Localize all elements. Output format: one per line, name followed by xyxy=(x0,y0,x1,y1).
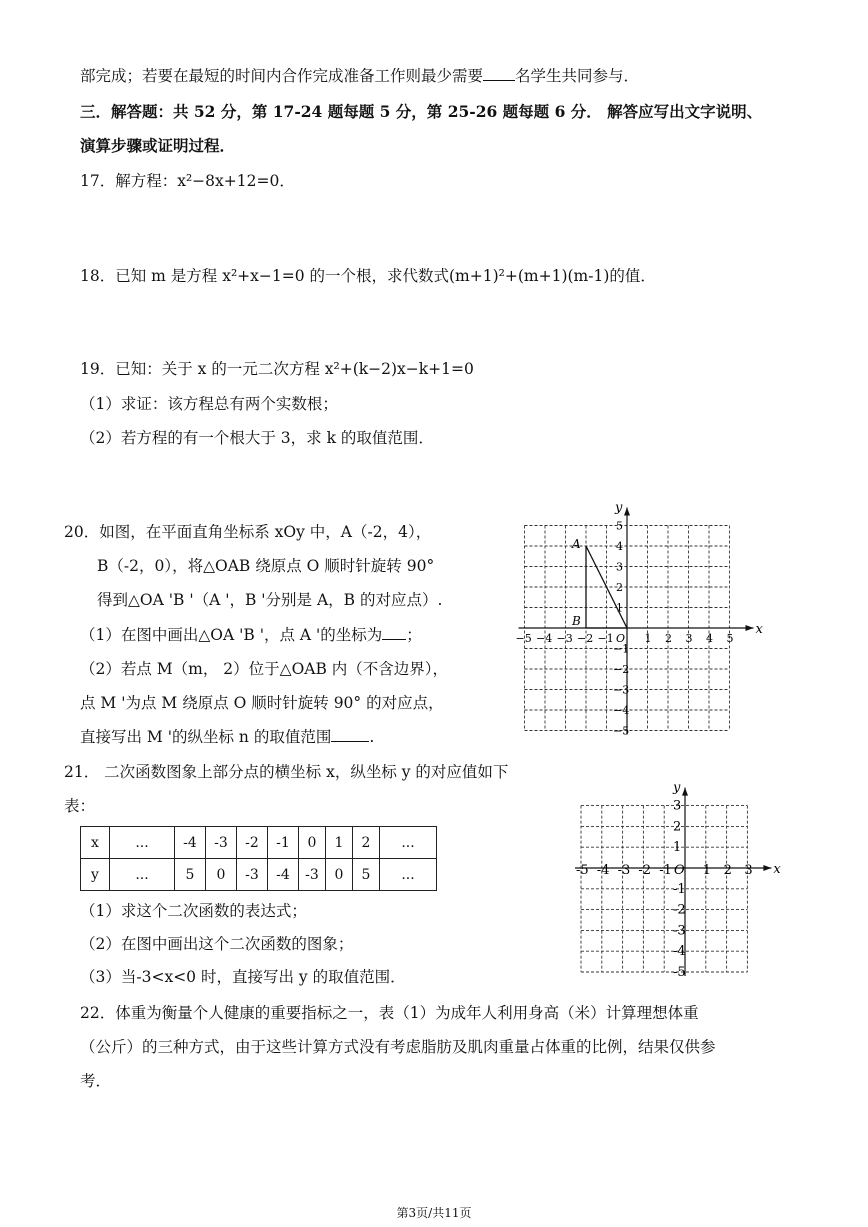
x-axis-label: x xyxy=(773,862,781,877)
text: 直接写出 M '的纵坐标 n 的取值范围 xyxy=(80,728,332,746)
answer-blank[interactable] xyxy=(483,66,515,81)
question-19-part2: （2）若方程的有一个根大于 3，求 k 的取值范围． xyxy=(80,429,434,447)
y-tick-label: 3 xyxy=(616,560,623,574)
table-cell: -4 xyxy=(268,859,299,891)
y-tick-label: 3 xyxy=(673,798,682,814)
table-cell: y xyxy=(81,859,110,891)
y-tick-label: -1 xyxy=(673,881,686,897)
question-18: 18．已知 m 是方程 x²+x−1=0 的一个根，求代数式(m+1)²+(m+1)(m-1)的值． xyxy=(80,267,656,285)
point-A-label: A xyxy=(572,537,581,551)
question-20-c: 得到△OA 'B '（A '，B '分别是 A，B 的对应点）. xyxy=(97,591,443,609)
table-cell: 0 xyxy=(326,859,353,891)
question-20-part2-c xyxy=(80,727,374,747)
text: . xyxy=(369,728,375,746)
question-20-part2-b: 点 M '为点 M 绕原点 O 顺时针旋转 90° 的对应点， xyxy=(80,694,444,712)
x-tick-label: 5 xyxy=(726,632,734,645)
question-21-b: 表： xyxy=(64,797,96,815)
table-row xyxy=(81,827,437,859)
table-cell: ... xyxy=(110,827,175,859)
table-cell: -4 xyxy=(175,827,206,859)
question-19-part1: （1）求证：该方程总有两个实数根； xyxy=(80,395,338,413)
question-21-a: 21． 二次函数图象上部分点的横坐标 x，纵坐标 y 的对应值如下 xyxy=(64,763,509,781)
x-tick-label: -4 xyxy=(596,863,610,878)
question-20-part2-a: （2）若点 M（m， 2）位于△OAB 内（不含边界）， xyxy=(80,660,449,678)
x-tick-label: -1 xyxy=(659,863,672,878)
y-tick-label: −5 xyxy=(613,724,630,738)
table-row xyxy=(81,859,437,891)
question-20-b: B（-2，0），将△OAB 绕原点 O 顺时针旋转 90° xyxy=(97,557,435,575)
y-tick-label: 1 xyxy=(616,601,623,615)
x-axis-arrow xyxy=(746,625,754,631)
question-22-b: （公斤）的三种方式，由于这些计算方式没有考虑脂肪及肌肉重量占体重的比例，结果仅供参 xyxy=(80,1038,716,1056)
q16-tail xyxy=(80,66,639,86)
x-tick-label: -2 xyxy=(638,863,652,878)
x-axis-label: x xyxy=(755,622,763,637)
origin-label: O xyxy=(616,632,626,645)
x-tick-label: −2 xyxy=(577,632,594,645)
y-tick-label: 1 xyxy=(673,840,682,856)
table-cell: x xyxy=(81,827,110,859)
x-tick-label: 3 xyxy=(685,632,693,645)
x-axis-arrow xyxy=(763,865,771,871)
table-cell: ... xyxy=(380,859,437,891)
table-cell: -2 xyxy=(237,827,268,859)
table-cell: 1 xyxy=(326,827,353,859)
question-21-part1: （1）求这个二次函数的表达式； xyxy=(80,902,307,920)
question-20-part1 xyxy=(80,625,422,645)
y-tick-label: -2 xyxy=(673,902,686,918)
y-tick-label: 2 xyxy=(673,819,682,835)
table-cell: ... xyxy=(380,827,437,859)
question-21-part3: （3）当-3<x<0 时，直接写出 y 的取值范围． xyxy=(80,968,406,986)
table-cell: -3 xyxy=(299,859,326,891)
y-tick-label: -3 xyxy=(673,923,686,939)
x-tick-label: −5 xyxy=(515,632,532,645)
x-tick-label: -3 xyxy=(617,863,631,878)
y-tick-label: −3 xyxy=(613,683,630,697)
x-tick-label: 4 xyxy=(706,632,713,645)
y-tick-label: −1 xyxy=(613,642,630,656)
y-tick-label: 2 xyxy=(616,581,623,594)
x-tick-label: 2 xyxy=(665,632,672,645)
text: ； xyxy=(406,626,422,644)
question-22-c: 考． xyxy=(80,1072,112,1090)
text: 部完成；若要在最短的时间内合作完成准备工作则最少需要 xyxy=(80,67,484,85)
x-tick-label: -5 xyxy=(576,863,589,878)
question-21-part2: （2）在图中画出这个二次函数的图象； xyxy=(80,935,354,953)
question-22-a: 22．体重为衡量个人健康的重要指标之一，表（1）为成年人利用身高（米）计算理想体重 xyxy=(80,1004,699,1022)
page-footer: 第3页/共11页 xyxy=(396,1206,472,1220)
x-tick-label: 3 xyxy=(744,863,753,878)
table-cell: 5 xyxy=(175,859,206,891)
coordinate-grid-q20 xyxy=(500,488,775,750)
point-B-label: B xyxy=(572,614,581,628)
y-tick-label: -5 xyxy=(673,965,686,980)
table-cell: 5 xyxy=(353,859,380,891)
y-axis-label: y xyxy=(673,780,681,796)
y-axis-label: y xyxy=(615,500,623,516)
y-tick-label: −4 xyxy=(613,704,630,717)
answer-blank[interactable] xyxy=(331,727,369,742)
table-cell: 0 xyxy=(299,827,326,859)
y-tick-label: 4 xyxy=(616,540,623,553)
y-tick-label: 5 xyxy=(616,519,623,533)
x-tick-label: −4 xyxy=(536,632,553,645)
question-19: 19．已知：关于 x 的一元二次方程 x²+(k−2)x−k+1=0 xyxy=(80,360,474,378)
table-cell: -1 xyxy=(268,827,299,859)
origin-label: O xyxy=(674,863,685,878)
x-tick-label: 1 xyxy=(644,632,652,645)
table-cell: 2 xyxy=(353,827,380,859)
y-tick-label: −2 xyxy=(613,663,630,676)
text: （1）在图中画出△OA 'B '，点 A '的坐标为 xyxy=(80,626,383,644)
coordinate-grid-q21 xyxy=(565,772,785,984)
x-tick-label: −1 xyxy=(597,632,614,645)
section-3-heading: 三．解答题：共 52 分，第 17-24 题每题 5 分，第 25-26 题每题 6 分． 解答应写出文字说明、 xyxy=(80,102,763,121)
table-cell: -3 xyxy=(237,859,268,891)
x-tick-label: 1 xyxy=(702,863,712,878)
y-axis-arrow xyxy=(682,788,688,796)
y-axis-arrow xyxy=(624,508,630,516)
y-tick-label: -4 xyxy=(673,944,686,960)
table-cell: 0 xyxy=(206,859,237,891)
value-table xyxy=(80,826,437,891)
x-tick-label: 2 xyxy=(723,863,732,878)
x-tick-label: −3 xyxy=(556,632,573,645)
section-3-heading-cont: 演算步骤或证明过程． xyxy=(80,136,236,155)
text: 名学生共同参与． xyxy=(515,67,640,85)
table-cell: ... xyxy=(110,859,175,891)
table-cell: -3 xyxy=(206,827,237,859)
question-20-a: 20．如图，在平面直角坐标系 xOy 中，A（-2，4）， xyxy=(64,523,432,541)
answer-blank[interactable] xyxy=(382,625,406,640)
question-17: 17．解方程：x²−8x+12=0． xyxy=(80,172,295,190)
